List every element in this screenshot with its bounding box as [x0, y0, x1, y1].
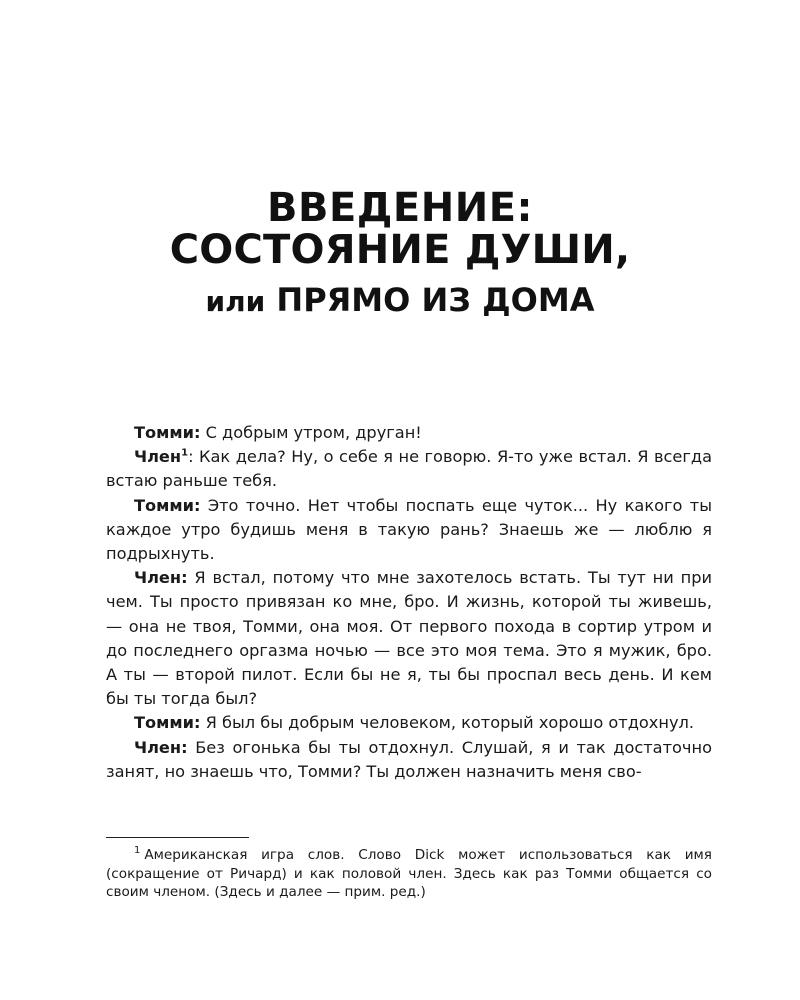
chapter-title-line-3: [90, 281, 710, 319]
footnote: [106, 846, 712, 902]
footnote-number: 1: [134, 845, 141, 857]
dialogue-paragraph: [106, 494, 712, 567]
footnote-text: Американская игра слов. Слово Dick может использоваться как имя (сокращение от Ричард) и как половой член. Здесь как раз Томми общается со своим членом. (Здесь и далее — прим. ред.): [106, 847, 712, 900]
chapter-title-line-1: ВВЕДЕНИЕ:: [266, 185, 534, 231]
body-text: [106, 421, 712, 784]
dialogue-text: С добрым утром, друган!: [205, 423, 422, 442]
dialogue-text: Я встал, потому что мне захотелось встать. Ты тут ни при чем. Ты просто привязан ко мне, бро. И жизнь, которой ты живешь, — она не твоя, Томми, она моя. От первого похода в сортир утром и до последнего оргазма ночью — все это моя тема. Это я мужик, бро. А ты — второй пилот. Если бы не я, ты бы проспал весь день. И кем бы ты тогда был?: [106, 568, 712, 709]
speaker-name: [134, 447, 188, 466]
speaker-name: Член:: [134, 568, 188, 588]
chapter-title-subtitle: ПРЯМО ИЗ ДОМА: [276, 281, 595, 319]
speaker-name: Томми:: [134, 495, 201, 515]
footnote-paragraph: [106, 846, 712, 902]
dialogue-text: Я был бы добрым человеком, который хорошо отдохнул.: [205, 713, 695, 733]
speaker-name: Член:: [134, 737, 188, 757]
dialogue-text: Это точно. Нет чтобы поспать еще чуток... Ну какого ты каждое утро будишь меня в такую рань? Знаешь же — люблю я подрыхнуть.: [106, 495, 712, 564]
dialogue-paragraph: [106, 421, 712, 445]
dialogue-paragraph: [106, 566, 712, 711]
chapter-title-conjunction: или: [205, 285, 266, 318]
speaker-name: Томми:: [134, 713, 201, 733]
dialogue-text: Без огонька бы ты отдохнул. Слушай, я и так достаточно занят, но знаешь что, Томми? Ты должен назначить меня сво-: [106, 737, 712, 781]
speaker-name: Томми:: [134, 423, 201, 442]
dialogue-paragraph: [106, 711, 712, 735]
chapter-title-line-2: СОСТОЯНИЕ ДУШИ,: [169, 227, 631, 273]
dialogue-paragraph: [106, 445, 712, 493]
footnote-reference: 1: [181, 447, 189, 459]
dialogue-paragraph: [106, 736, 712, 784]
speaker-label: Член: [134, 447, 182, 467]
dialogue-text: : Как дела? Ну, о себе я не говорю. Я-то уже встал. Я всегда встаю раньше тебя.: [106, 447, 712, 491]
footnote-divider: [106, 837, 249, 838]
